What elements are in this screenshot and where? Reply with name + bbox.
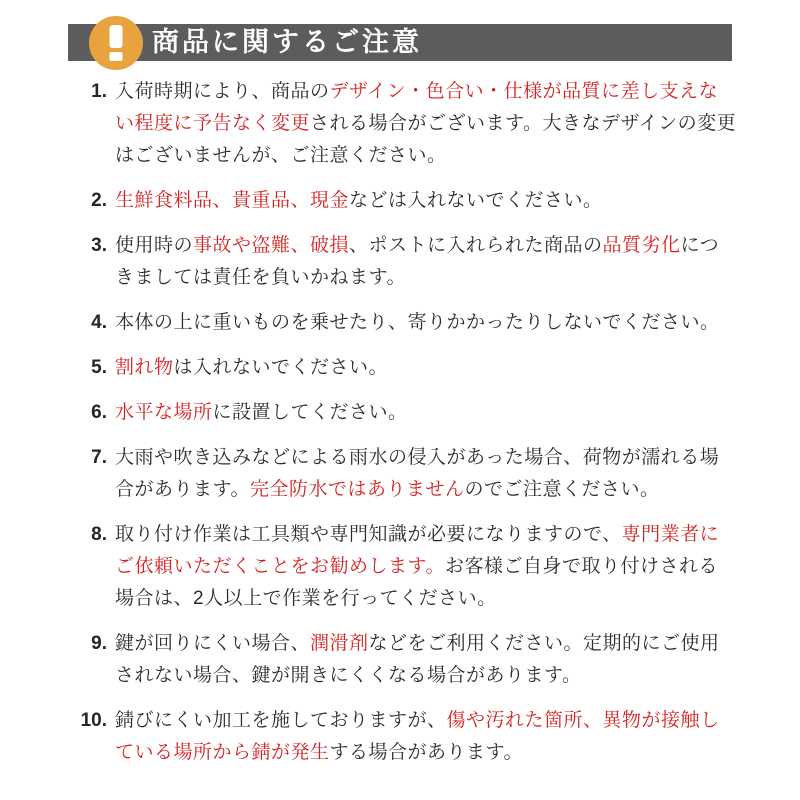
body-text: 、ポストに入れられた商品の xyxy=(349,235,603,256)
notice-item xyxy=(73,230,739,294)
item-text xyxy=(115,185,737,217)
item-number: 5. xyxy=(91,357,107,378)
notice-item xyxy=(73,76,739,172)
notice-item xyxy=(73,628,739,692)
body-text: につきましては責任を負いかねます。 xyxy=(115,235,720,288)
body-text: などをご利用ください。定期的にご使用されない場合、鍵が開きにくくなる場合があります。 xyxy=(115,633,720,686)
body-text: 本体の上に重いものを乗せたり、寄りかかったりしないでください。 xyxy=(115,312,720,333)
highlighted-text: 潤滑剤 xyxy=(310,633,369,654)
body-text: される場合がございます。大きなデザインの変更はございませんが、ご注意ください。 xyxy=(115,113,737,166)
notice-item xyxy=(73,442,739,506)
highlighted-text: 完全防水ではありません xyxy=(249,479,465,500)
highlighted-text: 生鮮食料品、貴重品、現金 xyxy=(115,190,350,211)
item-number: 8. xyxy=(91,524,107,545)
highlighted-text: 傷や汚れた箇所、異物が接触している場所から錆が発生 xyxy=(115,710,720,763)
exclamation-bar xyxy=(110,25,123,48)
item-text xyxy=(115,397,737,429)
item-text xyxy=(115,442,737,506)
item-number: 9. xyxy=(91,633,107,654)
body-text: 大雨や吹き込みなどによる雨水の侵入があった場合、荷物が濡れる場合があります。 xyxy=(115,447,720,500)
page-title: 商品に関するご注意 xyxy=(152,27,422,57)
item-number: 1. xyxy=(91,81,107,102)
notice-item xyxy=(73,397,739,429)
exclamation-dot xyxy=(110,52,123,61)
notice-item xyxy=(73,185,739,217)
highlighted-text: 割れ物 xyxy=(115,357,174,378)
item-number: 6. xyxy=(91,402,107,423)
body-text: などは入れないでください。 xyxy=(349,190,603,211)
highlighted-text: 品質劣化 xyxy=(602,235,681,256)
notice-item xyxy=(73,307,739,339)
notice-item xyxy=(73,519,739,615)
body-text: 錆びにくい加工を施しておりますが、 xyxy=(115,710,447,731)
notice-list xyxy=(73,76,739,782)
item-text xyxy=(115,230,737,294)
item-text xyxy=(115,705,737,769)
item-number: 10. xyxy=(80,710,107,731)
body-text: 取り付け作業は工具類や専門知識が必要になりますので、 xyxy=(115,524,622,545)
body-text: は入れないでください。 xyxy=(173,357,389,378)
highlighted-text: 水平な場所 xyxy=(115,402,213,423)
body-text: 使用時の xyxy=(115,235,194,256)
item-number: 2. xyxy=(91,190,107,211)
body-text: する場合があります。 xyxy=(329,742,523,763)
item-number: 3. xyxy=(91,235,107,256)
item-text xyxy=(115,352,737,384)
notice-item xyxy=(73,352,739,384)
item-text xyxy=(115,519,737,615)
highlighted-text: デザイン・色合い・仕様が品質に差し支えない程度に予告なく変更 xyxy=(115,81,719,134)
highlighted-text: 事故や盗難、破損 xyxy=(193,235,350,256)
notice-item xyxy=(73,705,739,769)
header-banner xyxy=(68,24,732,61)
item-number: 7. xyxy=(91,447,107,468)
item-text xyxy=(115,307,737,339)
body-text: 鍵が回りにくい場合、 xyxy=(115,633,311,654)
body-text: お客様ご自身で取り付けされる場合は、2人以上で作業を行ってください。 xyxy=(115,556,718,609)
highlighted-text: 専門業者にご依頼いただくことをお勧めします。 xyxy=(115,524,720,577)
item-text xyxy=(115,628,737,692)
item-text xyxy=(115,76,737,172)
item-number: 4. xyxy=(91,312,107,333)
body-text: のでご注意ください。 xyxy=(464,479,660,500)
exclamation-icon xyxy=(89,16,143,70)
body-text: 入荷時期により、商品の xyxy=(115,81,330,102)
body-text: に設置してください。 xyxy=(212,402,408,423)
